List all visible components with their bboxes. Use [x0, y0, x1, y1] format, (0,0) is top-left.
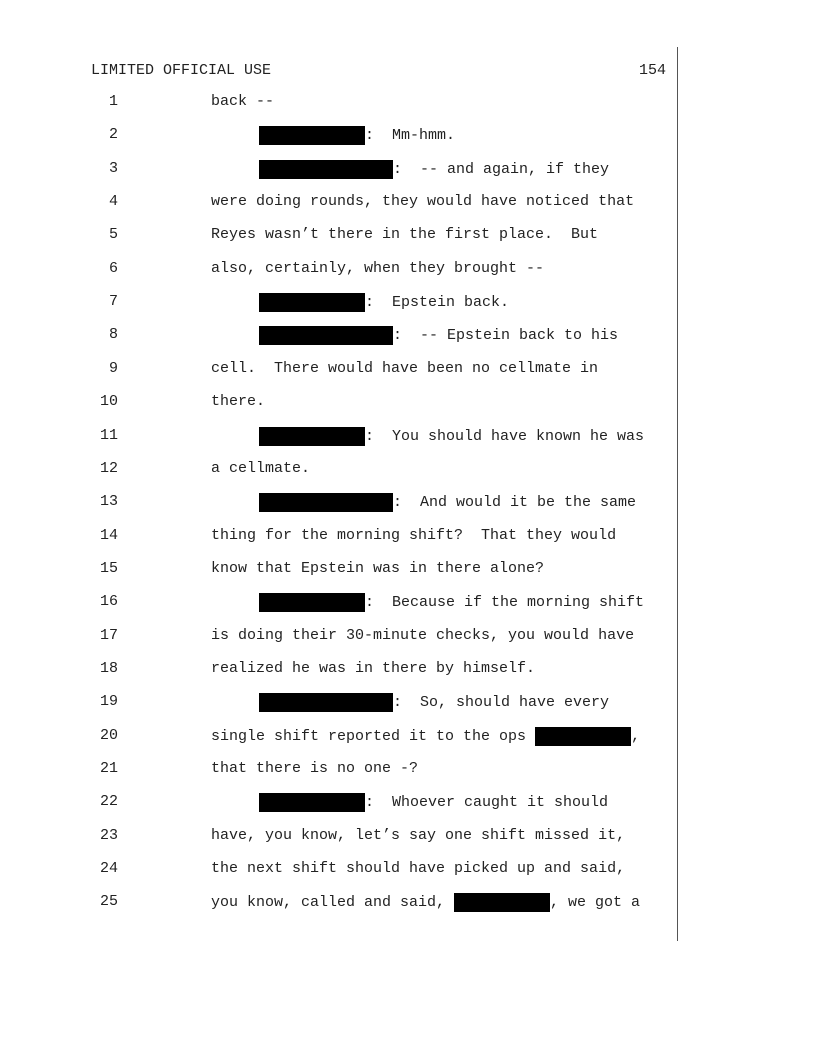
line-text-segment: : Whoever caught it should: [365, 794, 609, 812]
line-number: 7: [108, 293, 118, 311]
line-text-segment: the next shift should have picked up and said,: [211, 860, 626, 878]
redaction-block: [259, 793, 365, 812]
line-text: [259, 160, 609, 179]
transcript-line: [0, 293, 816, 317]
line-number: 9: [108, 359, 118, 377]
transcript-line: [0, 193, 816, 217]
line-text: [259, 126, 455, 145]
line-number: 18: [99, 659, 118, 677]
line-text: [211, 860, 625, 877]
line-text-segment: : Because if the morning shift: [365, 594, 645, 612]
redaction-block: [259, 427, 365, 446]
line-number: 5: [108, 226, 118, 244]
transcript-line: [0, 427, 816, 451]
line-text-segment: : Epstein back.: [365, 294, 510, 312]
line-text-segment: there.: [211, 393, 266, 411]
line-number: 3: [108, 159, 118, 177]
line-number: 15: [99, 559, 118, 577]
line-text-segment: single shift reported it to the ops: [211, 727, 536, 745]
transcript-line: [0, 760, 816, 784]
line-number: 17: [99, 626, 118, 644]
line-text-segment: back --: [211, 93, 275, 110]
transcript-line: [0, 560, 816, 584]
redaction-block: [454, 893, 550, 912]
transcript-line: [0, 660, 816, 684]
redaction-block: [259, 493, 393, 512]
line-number: 22: [99, 793, 118, 811]
line-text: [211, 727, 640, 746]
redaction-block: [259, 293, 365, 312]
line-text-segment: : -- Epstein back to his: [393, 327, 619, 345]
line-text-segment: have, you know, let’s say one shift missed it,: [211, 826, 626, 844]
line-text-segment: : Mm-hmm.: [365, 127, 456, 145]
line-text-segment: a cellmate.: [211, 459, 311, 477]
line-text: [211, 226, 598, 243]
line-text-segment: were doing rounds, they would have noticed that: [211, 193, 635, 211]
redaction-block: [259, 693, 393, 712]
transcript-line: [0, 527, 816, 551]
transcript-line: [0, 260, 816, 284]
line-text-segment: is doing their 30-minute checks, you would have: [211, 626, 635, 644]
line-text: [211, 827, 625, 844]
line-text: [211, 627, 634, 644]
line-text: [259, 427, 644, 446]
transcript-line: [0, 860, 816, 884]
line-text: [259, 693, 609, 712]
redaction-block: [535, 727, 631, 746]
line-text-segment: you know, called and said,: [211, 894, 455, 912]
line-text: [211, 460, 310, 477]
header-classification: LIMITED OFFICIAL USE: [91, 62, 272, 79]
line-number: 20: [99, 726, 118, 744]
line-text: [259, 293, 509, 312]
transcript-line: [0, 627, 816, 651]
redaction-block: [259, 326, 393, 345]
line-number: 6: [108, 259, 118, 277]
line-number: 12: [99, 459, 118, 477]
line-text-segment: : You should have known he was: [365, 427, 645, 445]
transcript-line: [0, 326, 816, 350]
line-text: [211, 393, 265, 410]
line-text: [259, 593, 644, 612]
transcript-line: [0, 126, 816, 150]
line-number: 25: [99, 893, 118, 911]
line-text-segment: also, certainly, when they brought --: [211, 259, 545, 277]
line-number: 23: [99, 826, 118, 844]
line-text: [211, 760, 418, 777]
line-text-segment: ,: [631, 727, 641, 745]
line-text: [211, 360, 598, 377]
line-text: [211, 560, 544, 577]
line-number: 8: [108, 326, 118, 344]
redaction-block: [259, 160, 393, 179]
line-text: [211, 660, 535, 677]
transcript-line: [0, 693, 816, 717]
transcript-line: [0, 493, 816, 517]
line-text: [211, 193, 634, 210]
line-number: 14: [99, 526, 118, 544]
line-number: 11: [99, 426, 118, 444]
line-text-segment: know that Epstein was in there alone?: [211, 559, 545, 577]
line-text-segment: cell. There would have been no cellmate in: [211, 359, 599, 377]
transcript-line: [0, 727, 816, 751]
transcript-line: [0, 226, 816, 250]
line-number: 4: [108, 193, 118, 211]
line-number: 2: [108, 126, 118, 144]
page-number: 154: [638, 62, 666, 79]
transcript-line: [0, 893, 816, 917]
line-text: [211, 93, 274, 110]
line-text: [259, 793, 608, 812]
transcript-line: [0, 393, 816, 417]
redaction-block: [259, 593, 365, 612]
line-text-segment: : So, should have every: [393, 694, 610, 712]
transcript-line: [0, 793, 816, 817]
line-number: 16: [99, 593, 118, 611]
line-number: 13: [99, 493, 118, 511]
line-text-segment: Reyes wasn’t there in the first place. But: [211, 226, 599, 244]
line-text: [211, 527, 616, 544]
line-text: [259, 493, 636, 512]
line-text-segment: that there is no one -?: [211, 760, 419, 777]
line-text-segment: realized he was in there by himself.: [211, 659, 536, 677]
transcript-line: [0, 360, 816, 384]
line-text-segment: , we got a: [550, 894, 641, 912]
line-number: 19: [99, 693, 118, 711]
transcript-line: [0, 160, 816, 184]
line-text-segment: : And would it be the same: [393, 494, 637, 512]
line-number: 10: [99, 393, 118, 411]
line-number: 21: [99, 760, 118, 777]
transcript-line: [0, 827, 816, 851]
line-number: 24: [99, 860, 118, 878]
transcript-line: [0, 93, 816, 117]
transcript-line: [0, 460, 816, 484]
line-text-segment: thing for the morning shift? That they would: [211, 526, 617, 544]
redaction-block: [259, 126, 365, 145]
transcript-line: [0, 593, 816, 617]
line-text: [259, 326, 618, 345]
line-text: [211, 893, 640, 912]
line-number: 1: [108, 93, 118, 110]
line-text-segment: : -- and again, if they: [393, 160, 610, 178]
line-text: [211, 260, 544, 277]
